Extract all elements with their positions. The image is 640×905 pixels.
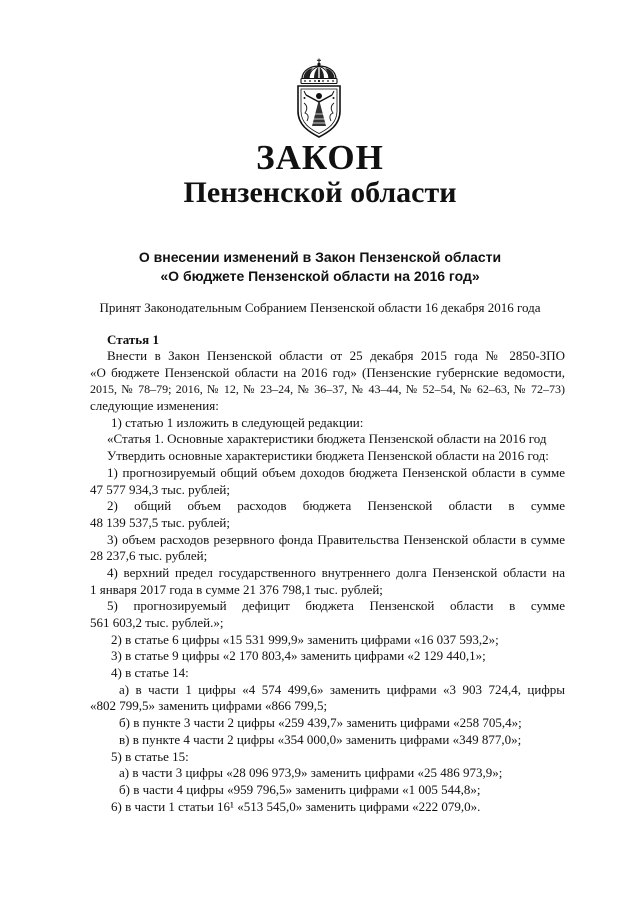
amendment-item-5b <box>90 782 565 799</box>
text-line: 28 237,6 тыс. рублей; <box>90 548 208 564</box>
text-line: 3) в статье 9 цифры «2 170 803,4» заменить цифрами «2 129 440,1»; <box>111 648 486 664</box>
amendment-item-5a <box>90 765 565 782</box>
text-line: 1) статью 1 изложить в следующей редакции: <box>111 414 364 430</box>
law-heading <box>0 248 640 286</box>
text-line: б) в части 4 цифры «959 796,5» заменить цифрами «1 005 544,8»; <box>119 781 481 797</box>
text-line: следующие изменения: <box>90 398 219 414</box>
amendment-item-4 <box>90 665 565 682</box>
text-line: 48 139 537,5 тыс. рублей; <box>90 514 230 530</box>
text-line: 5) в статье 15: <box>111 748 189 764</box>
article-body <box>90 348 565 815</box>
text-line: 1) прогнозируемый общий объем доходов бюджета Пензенской области в сумме <box>107 464 565 480</box>
amendment-item-4v <box>90 732 565 749</box>
reserve-fund-item <box>90 532 565 565</box>
budget-deficit-item <box>90 598 565 631</box>
document-type-title: ЗАКОН <box>256 138 384 177</box>
budget-expenditure-item <box>90 498 565 531</box>
amendment-item-4a <box>90 682 565 715</box>
text-line: 2) в статье 6 цифры «15 531 999,9» заменить цифрами «16 037 593,2»; <box>111 631 499 647</box>
new-article-1-intro <box>90 448 565 465</box>
text-line: а) в части 1 цифры «4 574 499,6» заменить цифрами «3 903 724,4, цифры <box>119 681 565 697</box>
text-line: 2015, № 78–79; 2016, № 12, № 23–24, № 36–37, № 43–44, № 52–54, № 62–63, № 72–73) <box>90 382 565 397</box>
amendment-item-4b <box>90 715 565 732</box>
amendment-item-3 <box>90 648 565 665</box>
text-line: 47 577 934,3 тыс. рублей; <box>90 481 230 497</box>
text-line: 2) общий объем расходов бюджета Пензенской области в сумме <box>107 498 565 514</box>
text-line: «Статья 1. Основные характеристики бюджета Пензенской области на 2016 год <box>107 431 547 447</box>
text-line: 4) в статье 14: <box>111 665 189 681</box>
debt-limit-item <box>90 565 565 598</box>
amendment-item-2 <box>90 632 565 649</box>
text-line: б) в пункте 3 части 2 цифры «259 439,7» заменить цифрами «258 705,4»; <box>119 715 522 731</box>
text-line: «О бюджете Пензенской области на 2016 год» (Пензенские губернские ведомости, <box>90 364 565 380</box>
amendment-item-1 <box>90 415 565 432</box>
intro-paragraph <box>90 348 565 415</box>
coat-of-arms-icon <box>291 58 347 138</box>
text-line: 4) верхний предел государственного внутреннего долга Пензенской области на <box>107 564 565 580</box>
text-line: 561 603,2 тыс. рублей.»; <box>90 615 224 630</box>
article-title: Статья 1 <box>107 332 159 347</box>
text-line: 1 января 2017 года в сумме 21 376 798,1 тыс. рублей; <box>90 581 383 597</box>
amendment-item-5 <box>90 749 565 766</box>
amendment-item-6 <box>90 799 565 816</box>
law-heading-line-1: О внесении изменений в Закон Пензенской области <box>138 249 502 265</box>
adoption-note: Принят Законодательным Собранием Пензенской области 16 декабря 2016 года <box>99 300 541 315</box>
text-line: в) в пункте 4 части 2 цифры «354 000,0» заменить цифрами «349 877,0»; <box>119 731 522 747</box>
text-line: Внести в Закон Пензенской области от 25 декабря 2015 года № 2850-ЗПО <box>107 348 565 363</box>
text-line: Утвердить основные характеристики бюджета Пензенской области на 2016 год: <box>107 448 549 464</box>
text-line: «802 799,5» заменить цифрами «866 799,5; <box>90 698 328 714</box>
text-line: 3) объем расходов резервного фонда Правительства Пензенской области в сумме <box>107 531 565 547</box>
new-article-1-title <box>90 431 565 448</box>
text-line: 5) прогнозируемый дефицит бюджета Пензенской области в сумме <box>107 598 565 614</box>
law-heading-line-2: «О бюджете Пензенской области на 2016 год» <box>160 268 480 284</box>
text-line: а) в части 3 цифры «28 096 973,9» заменить цифрами «25 486 973,9»; <box>119 765 503 781</box>
region-title: Пензенской области <box>183 176 457 209</box>
text-line: 6) в части 1 статьи 16¹ «513 545,0» заменить цифрами «222 079,0». <box>111 798 481 814</box>
budget-revenue-item <box>90 465 565 498</box>
